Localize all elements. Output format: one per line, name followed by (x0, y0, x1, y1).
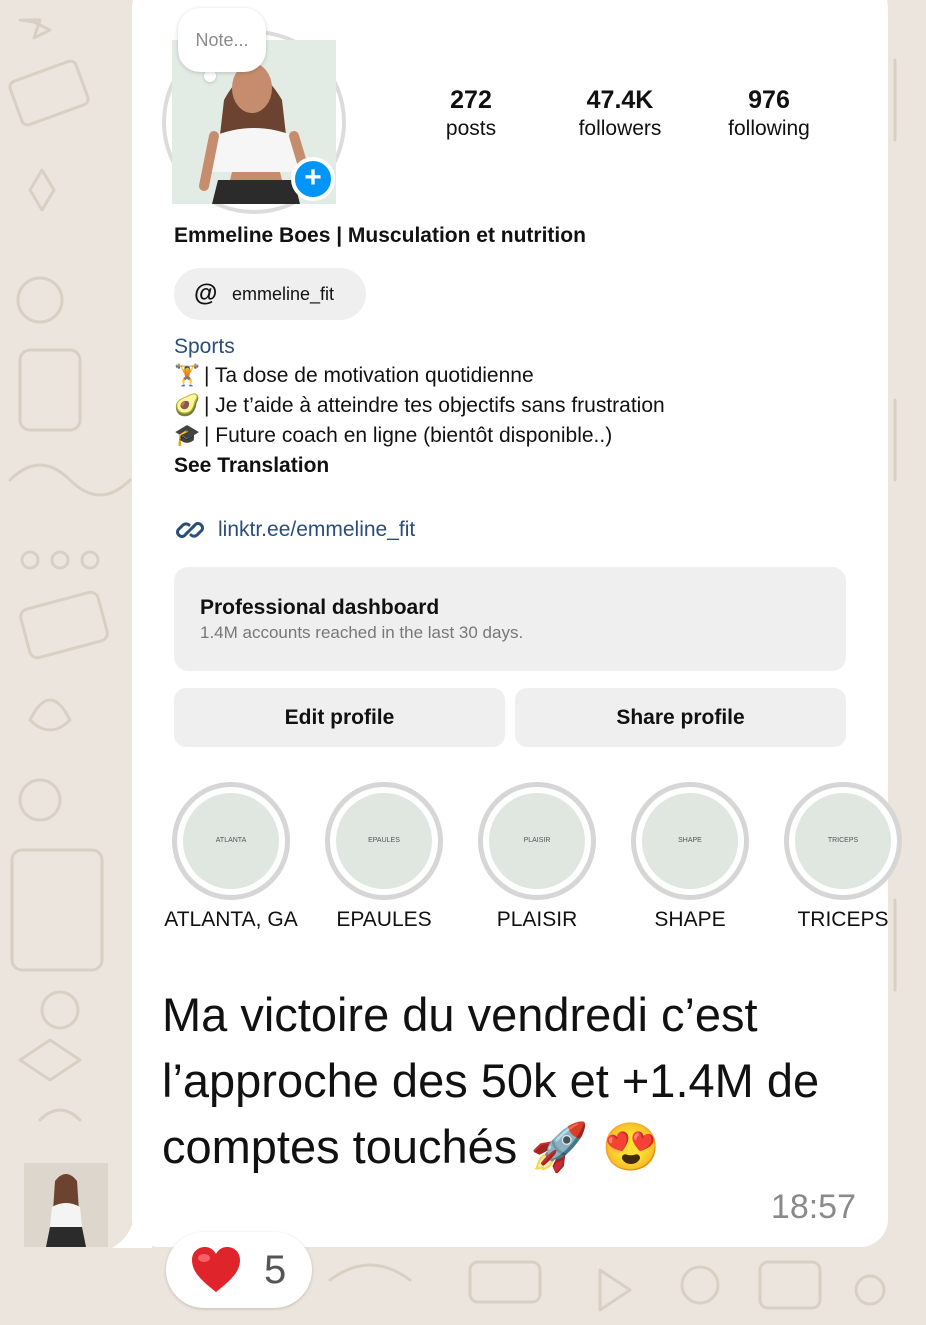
highlight-label: ATLANTA, GA (164, 908, 298, 931)
bio-line (174, 424, 612, 448)
link-icon (174, 514, 206, 546)
message-text: Ma victoire du vendredi c’est l’approche des 50k et +1.4M de comptes touchés 🚀 😍 (162, 988, 820, 1173)
posts-count: 272 (450, 86, 492, 114)
story-highlights (132, 780, 889, 950)
followers-count: 47.4K (586, 86, 654, 114)
followers-stat[interactable] (555, 86, 685, 144)
highlight-cover: TRICEPS (795, 793, 891, 889)
followers-label: followers (578, 117, 662, 140)
reaction-count: 5 (264, 1247, 287, 1292)
sender-avatar[interactable] (24, 1163, 108, 1247)
profile-category[interactable]: Sports (174, 335, 235, 358)
threads-badge[interactable] (174, 268, 366, 320)
threads-handle: emmeline_fit (232, 283, 335, 304)
posts-stat[interactable] (406, 86, 536, 144)
following-stat[interactable] (704, 86, 834, 144)
following-count: 976 (748, 86, 790, 114)
weightlifter-icon: 🏋 (174, 364, 201, 387)
bio-text: | Ta dose de motivation quotidienne (204, 364, 534, 387)
highlight-cover: PLAISIR (489, 793, 585, 889)
highlight-label: SHAPE (654, 908, 726, 931)
graduation-cap-icon: 🎓 (174, 424, 201, 447)
bio-line (174, 364, 534, 388)
note-bubble[interactable]: Note... (178, 8, 266, 72)
bio-line (174, 394, 665, 418)
highlight-cover: EPAULES (336, 793, 432, 889)
bio-link-text: linktr.ee/emmeline_fit (218, 518, 416, 541)
dashboard-subtitle: 1.4M accounts reached in the last 30 days. (200, 623, 524, 642)
highlight-label: PLAISIR (496, 908, 578, 931)
reaction-pill[interactable] (166, 1232, 312, 1308)
bio-text: | Future coach en ligne (bientôt disponible..) (204, 424, 613, 447)
bio-text: | Je t’aide à atteindre tes objectifs sans frustration (204, 394, 665, 417)
highlight-label: EPAULES (336, 908, 432, 931)
bio-link[interactable] (174, 514, 415, 546)
edit-profile-button[interactable]: Edit profile (174, 688, 505, 747)
highlight-cover: SHAPE (642, 793, 738, 889)
share-profile-button[interactable]: Share profile (515, 688, 846, 747)
profile-name: Emmeline Boes | Musculation et nutrition (174, 224, 586, 247)
threads-icon: @ (194, 280, 218, 307)
avocado-icon: 🥑 (174, 394, 201, 417)
see-translation-link[interactable]: See Translation (174, 454, 330, 477)
highlight-label: TRICEPS (797, 908, 889, 931)
dashboard-title: Professional dashboard (200, 596, 440, 619)
highlight-cover: ATLANTA (183, 793, 279, 889)
following-label: following (728, 117, 810, 140)
message-timestamp: 18:57 (770, 1188, 856, 1226)
add-story-button[interactable]: + (291, 157, 335, 201)
posts-label: posts (445, 117, 497, 140)
heart-icon (190, 1246, 242, 1294)
professional-dashboard[interactable] (174, 567, 846, 671)
bubble-tail (112, 1206, 152, 1248)
